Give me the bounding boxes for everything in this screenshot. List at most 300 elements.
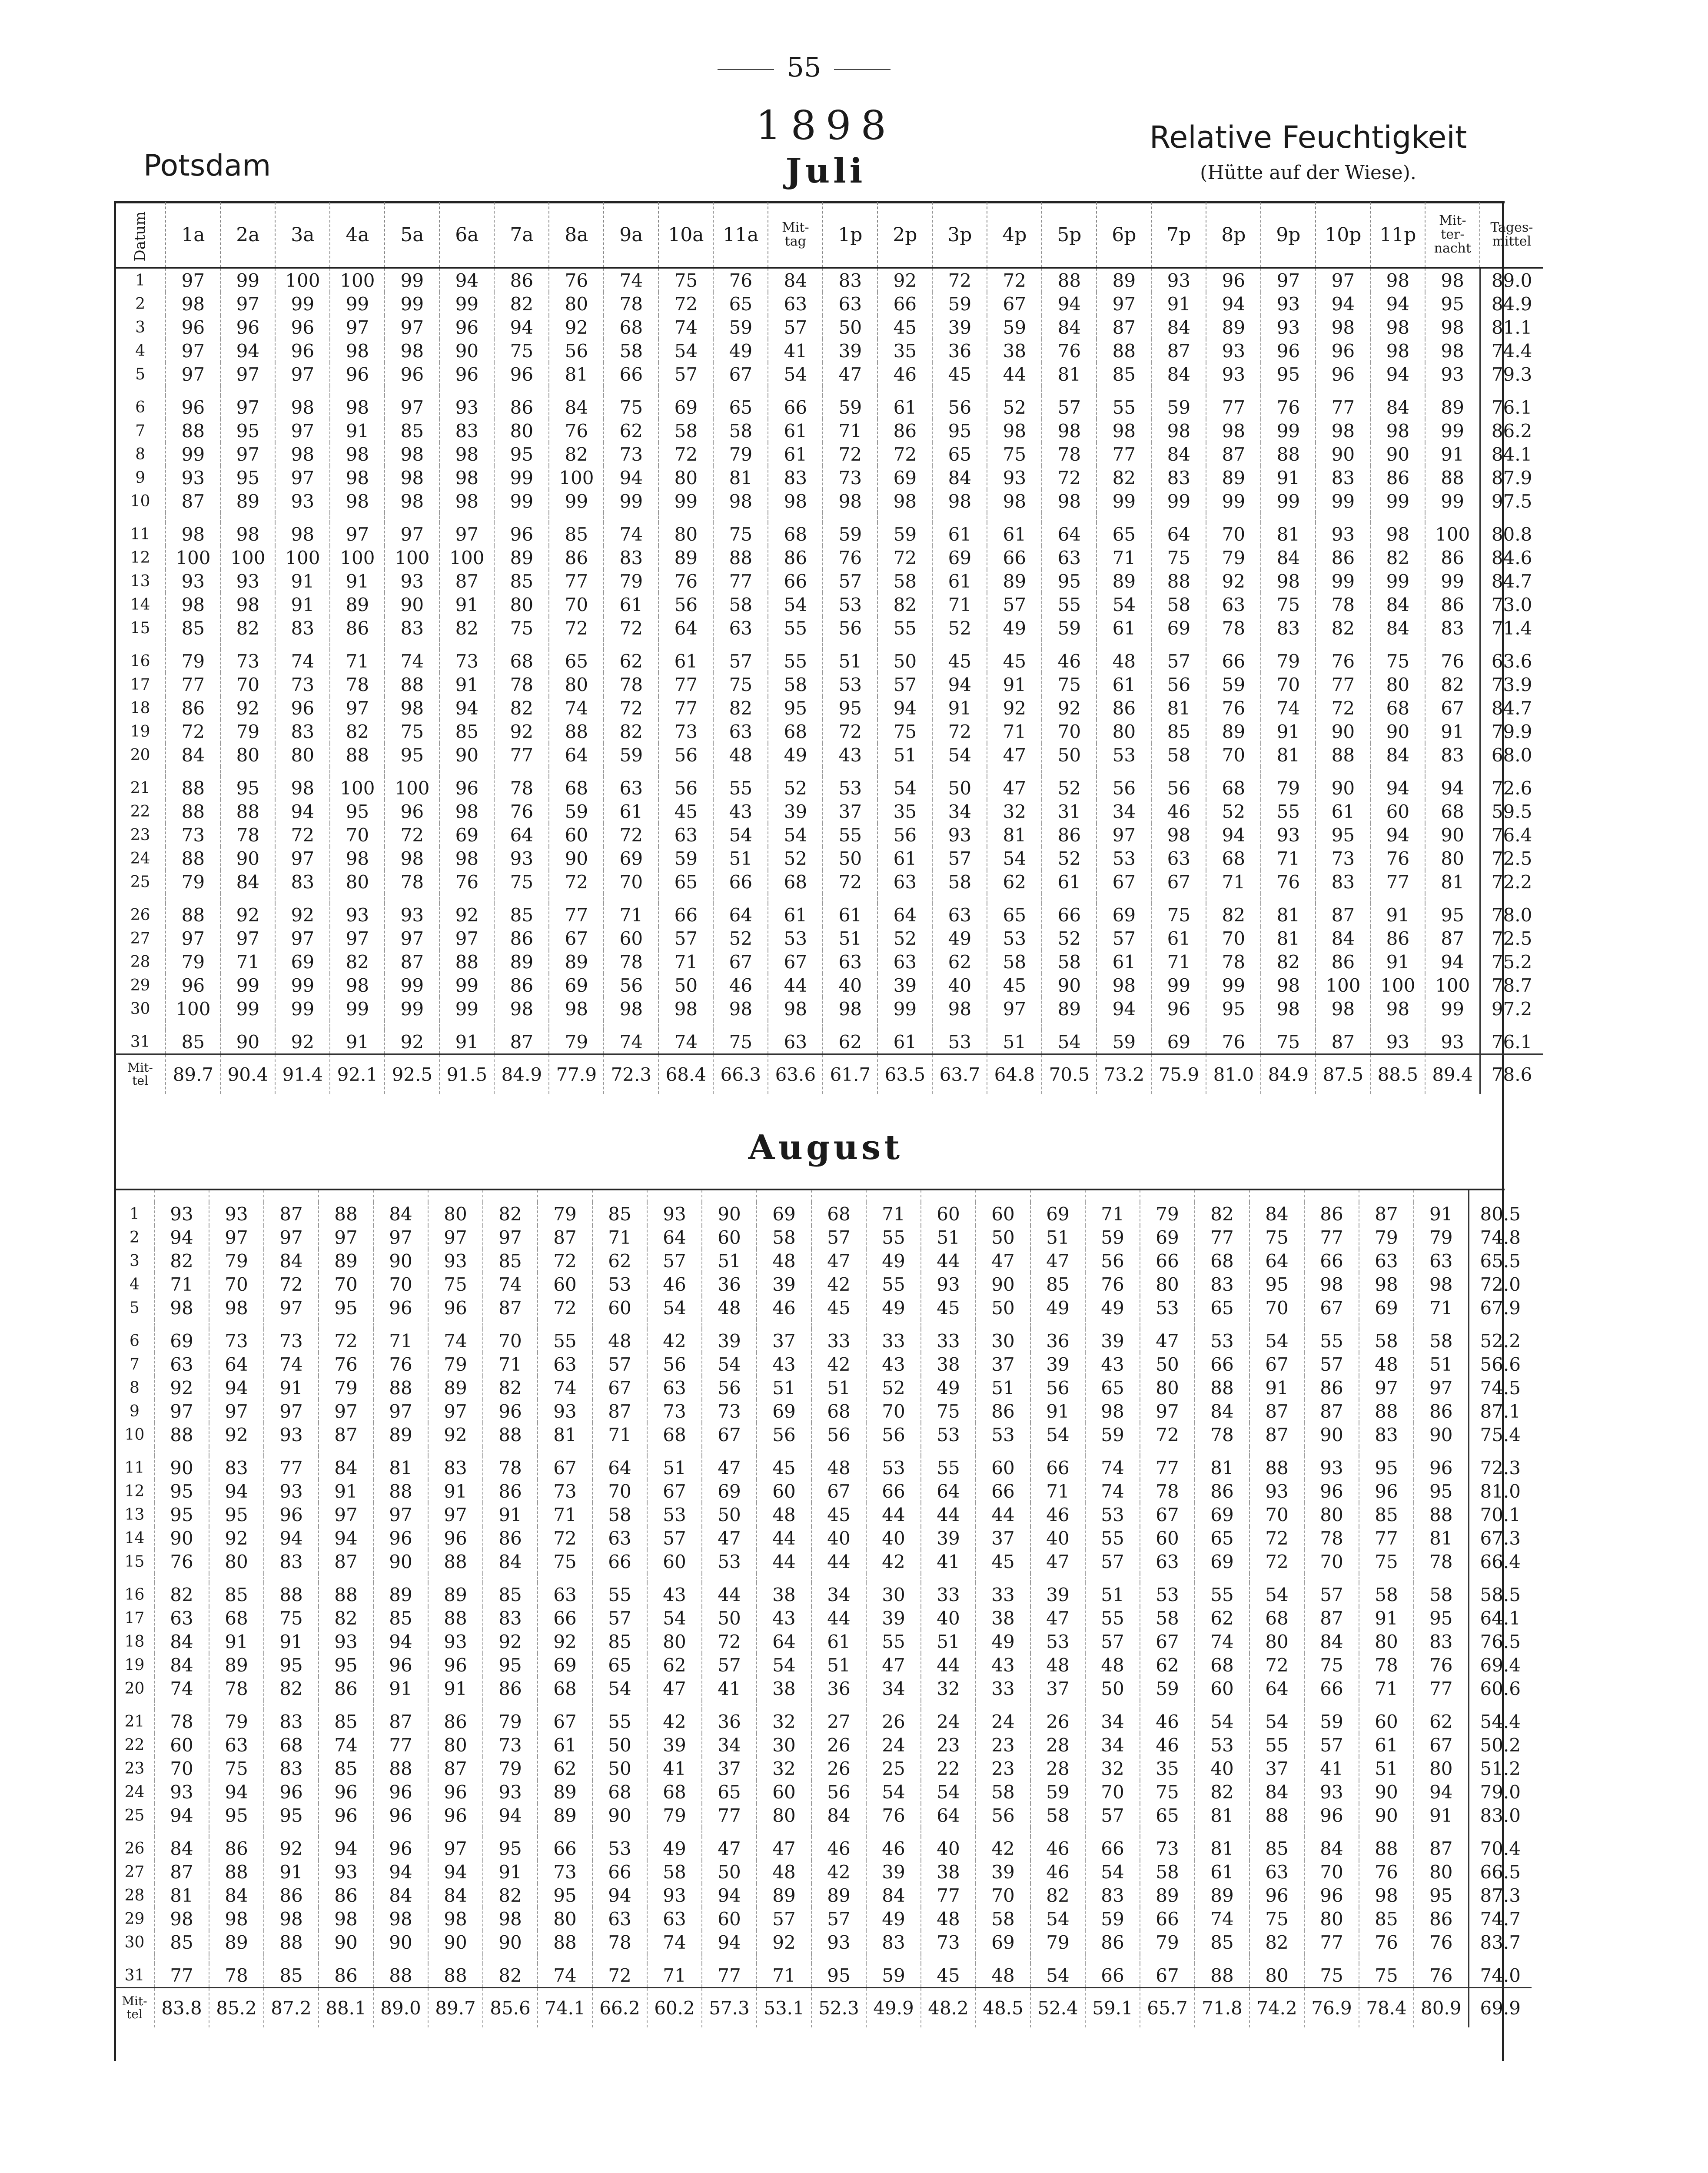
value-cell: 71: [1085, 1202, 1140, 1226]
value-cell: 94: [1414, 1780, 1469, 1804]
value-cell: 84: [154, 1837, 209, 1860]
value-cell: 88: [264, 1583, 319, 1606]
value-cell: 98: [439, 847, 494, 870]
gap-cell: [1261, 386, 1316, 395]
value-cell: 62: [647, 1653, 702, 1677]
value-cell: 81: [1261, 903, 1316, 927]
daily-mean-cell: 54.4: [1469, 1710, 1532, 1733]
value-cell: 97: [209, 1399, 264, 1423]
value-cell: 44: [921, 1503, 976, 1526]
value-cell: 63: [1140, 1550, 1195, 1573]
value-cell: 88: [373, 1479, 428, 1503]
value-cell: 39: [757, 1273, 811, 1296]
value-cell: 34: [1097, 800, 1151, 823]
value-cell: 77: [921, 1884, 976, 1907]
value-cell: 91: [1359, 1606, 1414, 1630]
value-cell: 97: [385, 522, 439, 546]
gap-cell: [1249, 1827, 1304, 1837]
mean-cell: 77.9: [549, 1054, 604, 1094]
gap-cell: [483, 1319, 538, 1329]
value-cell: 83: [1316, 870, 1370, 894]
value-cell: 85: [154, 1930, 209, 1954]
value-cell: 90: [428, 1930, 483, 1954]
value-cell: 76: [439, 870, 494, 894]
value-cell: 33: [921, 1329, 976, 1352]
value-cell: 100: [549, 466, 604, 489]
value-cell: 85: [385, 419, 439, 442]
gap-cell: [330, 894, 385, 903]
table-row: [115, 1423, 1532, 1446]
value-cell: 87: [1304, 1606, 1359, 1630]
gap-cell: [866, 1700, 921, 1710]
value-cell: 77: [1316, 395, 1370, 419]
value-cell: 84: [1042, 316, 1097, 339]
spacer-cell: [264, 1190, 319, 1202]
value-cell: 32: [921, 1677, 976, 1700]
value-cell: 98: [330, 442, 385, 466]
value-cell: 76: [1261, 870, 1316, 894]
value-cell: 83: [209, 1456, 264, 1479]
gap-cell: [1359, 1319, 1414, 1329]
table-row: [115, 950, 1543, 974]
value-cell: 90: [373, 1249, 428, 1273]
value-cell: 96: [428, 1804, 483, 1827]
value-cell: 55: [768, 649, 823, 673]
spacer-cell: [1249, 1190, 1304, 1202]
value-cell: 94: [702, 1930, 757, 1954]
value-cell: 76: [549, 268, 604, 292]
value-cell: 86: [1414, 1907, 1469, 1930]
gap-cell: [1304, 1954, 1359, 1964]
value-cell: 67: [1140, 1630, 1195, 1653]
value-cell: 97: [209, 1226, 264, 1249]
value-cell: 90: [1370, 442, 1425, 466]
gap-cell: [1414, 1954, 1469, 1964]
value-cell: 88: [166, 800, 220, 823]
daily-mean-cell: 65.5: [1469, 1249, 1532, 1273]
value-cell: 44: [768, 974, 823, 997]
day-number: 22: [124, 1736, 145, 1754]
gap-cell: [877, 640, 932, 649]
value-cell: 100: [166, 546, 220, 569]
gap-cell: [494, 767, 549, 776]
gap-cell: [1206, 1020, 1261, 1030]
value-cell: 65: [549, 649, 604, 673]
value-cell: 77: [154, 1964, 209, 1988]
gap-cell: [768, 386, 823, 395]
value-cell: 53: [987, 927, 1042, 950]
daily-mean-cell: 79.9: [1480, 720, 1543, 743]
value-cell: 75: [494, 870, 549, 894]
value-cell: 93: [385, 903, 439, 927]
value-cell: 84: [1151, 362, 1206, 386]
gap-cell: [115, 1020, 166, 1030]
value-cell: 95: [209, 1804, 264, 1827]
value-cell: 52: [768, 776, 823, 800]
value-cell: 98: [1097, 419, 1151, 442]
value-cell: 98: [439, 800, 494, 823]
mean-cell: 88.5: [1370, 1054, 1425, 1094]
table-row: [115, 1930, 1532, 1954]
value-cell: 95: [483, 1653, 538, 1677]
value-cell: 46: [757, 1296, 811, 1319]
value-cell: 77: [166, 673, 220, 696]
value-cell: 100: [330, 546, 385, 569]
value-cell: 49: [1085, 1296, 1140, 1319]
value-cell: 54: [647, 1606, 702, 1630]
gap-cell: [647, 1319, 702, 1329]
value-cell: 52: [1206, 800, 1261, 823]
value-cell: 68: [1206, 847, 1261, 870]
value-cell: 81: [1261, 743, 1316, 767]
spacer-cell: [373, 1190, 428, 1202]
spacer-cell: [115, 1190, 154, 1202]
gap-cell: [1085, 1700, 1140, 1710]
value-cell: 69: [549, 974, 604, 997]
value-cell: 44: [921, 1249, 976, 1273]
value-cell: 93: [811, 1930, 866, 1954]
daily-mean-cell: 75.4: [1469, 1423, 1532, 1446]
gap-cell: [1370, 1020, 1425, 1030]
value-cell: 39: [702, 1329, 757, 1352]
value-cell: 93: [987, 466, 1042, 489]
daily-mean-cell: 87.3: [1469, 1884, 1532, 1907]
value-cell: 98: [330, 974, 385, 997]
value-cell: 63: [877, 950, 932, 974]
value-cell: 61: [987, 522, 1042, 546]
column-header-hour-label: 6p: [1112, 223, 1136, 246]
gap-cell: [1370, 640, 1425, 649]
column-header-hour: [1097, 202, 1151, 268]
value-cell: 72: [1042, 466, 1097, 489]
value-cell: 69: [757, 1202, 811, 1226]
value-cell: 98: [549, 997, 604, 1020]
value-cell: 32: [987, 800, 1042, 823]
value-cell: 70: [1249, 1503, 1304, 1526]
value-cell: 48: [1030, 1653, 1085, 1677]
gap-cell: [373, 1827, 428, 1837]
value-cell: 95: [932, 419, 987, 442]
column-header-hour: [1042, 202, 1097, 268]
value-cell: 70: [549, 593, 604, 616]
mean-cell: 66.3: [713, 1054, 768, 1094]
value-cell: 72: [166, 720, 220, 743]
value-cell: 46: [1030, 1837, 1085, 1860]
value-cell: 36: [811, 1677, 866, 1700]
value-cell: 88: [209, 1860, 264, 1884]
value-cell: 62: [1414, 1710, 1469, 1733]
value-cell: 87: [154, 1860, 209, 1884]
value-cell: 46: [647, 1273, 702, 1296]
value-cell: 59: [987, 316, 1042, 339]
value-cell: 63: [823, 950, 877, 974]
header-row: [115, 202, 1543, 268]
value-cell: 64: [921, 1804, 976, 1827]
page-number: 55: [695, 51, 913, 83]
gap-cell: [549, 1020, 604, 1030]
mean-cell: 84.9: [494, 1054, 549, 1094]
column-header-hour: [877, 202, 932, 268]
value-cell: 89: [494, 546, 549, 569]
value-cell: 92: [209, 1526, 264, 1550]
value-cell: 55: [1261, 800, 1316, 823]
column-header-hour-label: 9a: [619, 223, 643, 246]
table-row: [115, 1677, 1532, 1700]
gap-cell: [483, 1573, 538, 1583]
value-cell: 71: [1151, 950, 1206, 974]
day-number: 30: [130, 1000, 150, 1018]
value-cell: 54: [1249, 1329, 1304, 1352]
value-cell: 94: [264, 1526, 319, 1550]
value-cell: 98: [1370, 522, 1425, 546]
day-number: 5: [130, 1299, 140, 1317]
value-cell: 81: [1195, 1456, 1249, 1479]
column-header-hour-label: 2p: [893, 223, 917, 246]
value-cell: 76: [1085, 1273, 1140, 1296]
value-cell: 98: [275, 442, 330, 466]
value-cell: 98: [823, 997, 877, 1020]
gap-cell: [166, 767, 220, 776]
group-gap: [115, 1827, 1532, 1837]
value-cell: 79: [428, 1352, 483, 1376]
table-row: [115, 1583, 1532, 1606]
day-number: 9: [135, 468, 146, 487]
value-cell: 64: [1249, 1249, 1304, 1273]
value-cell: 71: [220, 950, 275, 974]
gap-cell: [1097, 767, 1151, 776]
value-cell: 69: [1151, 616, 1206, 640]
gap-cell: [1140, 1319, 1195, 1329]
value-cell: 72: [549, 616, 604, 640]
gap-cell: [647, 1573, 702, 1583]
value-cell: 97: [428, 1837, 483, 1860]
value-cell: 94: [1425, 950, 1480, 974]
value-cell: 79: [209, 1710, 264, 1733]
value-cell: 99: [1151, 974, 1206, 997]
gap-cell: [932, 1020, 987, 1030]
value-cell: 45: [932, 362, 987, 386]
value-cell: 99: [275, 974, 330, 997]
mean-cell: 63.7: [932, 1054, 987, 1094]
column-header-hour: [166, 202, 220, 268]
value-cell: 37: [702, 1757, 757, 1780]
value-cell: 89: [428, 1376, 483, 1399]
value-cell: 99: [385, 997, 439, 1020]
value-cell: 88: [483, 1423, 538, 1446]
value-cell: 89: [1206, 720, 1261, 743]
value-cell: 100: [1425, 522, 1480, 546]
value-cell: 39: [823, 339, 877, 362]
value-cell: 99: [1425, 489, 1480, 513]
group-gap: [115, 1446, 1532, 1456]
value-cell: 66: [538, 1606, 592, 1630]
value-cell: 57: [811, 1226, 866, 1249]
value-cell: 94: [154, 1226, 209, 1249]
value-cell: 82: [154, 1583, 209, 1606]
value-cell: 71: [658, 950, 713, 974]
value-cell: 66: [592, 1860, 647, 1884]
value-cell: 63: [1206, 593, 1261, 616]
value-cell: 97: [373, 1226, 428, 1249]
group-gap: [115, 640, 1543, 649]
value-cell: 99: [330, 292, 385, 316]
value-cell: 77: [658, 673, 713, 696]
value-cell: 75: [713, 1030, 768, 1054]
value-cell: 83: [275, 720, 330, 743]
value-cell: 44: [757, 1550, 811, 1573]
value-cell: 35: [1140, 1757, 1195, 1780]
value-cell: 52: [877, 927, 932, 950]
value-cell: 94: [154, 1804, 209, 1827]
value-cell: 97: [1097, 292, 1151, 316]
value-cell: 39: [976, 1860, 1030, 1884]
gap-cell: [1425, 386, 1480, 395]
day-number: 9: [130, 1402, 140, 1420]
spacer-cell: [976, 1190, 1030, 1202]
value-cell: 71: [373, 1329, 428, 1352]
value-cell: 28: [1030, 1733, 1085, 1757]
table-row: [115, 1860, 1532, 1884]
value-cell: 88: [264, 1930, 319, 1954]
value-cell: 99: [1425, 569, 1480, 593]
value-cell: 85: [319, 1710, 373, 1733]
value-cell: 72: [604, 823, 658, 847]
value-cell: 56: [811, 1780, 866, 1804]
value-cell: 53: [866, 1456, 921, 1479]
value-cell: 96: [264, 1780, 319, 1804]
day-number: 11: [130, 525, 150, 543]
gap-cell: [823, 1020, 877, 1030]
table-row: [115, 823, 1543, 847]
value-cell: 74: [538, 1376, 592, 1399]
value-cell: 54: [592, 1677, 647, 1700]
value-cell: 49: [647, 1837, 702, 1860]
value-cell: 87: [592, 1399, 647, 1423]
monthly-mean-cell: 69.9: [1469, 1988, 1532, 2028]
daily-mean-cell: 52.2: [1469, 1329, 1532, 1352]
value-cell: 83: [264, 1710, 319, 1733]
group-gap: [115, 1319, 1532, 1329]
daily-mean-cell: 74.5: [1469, 1376, 1532, 1399]
value-cell: 69: [604, 847, 658, 870]
value-cell: 50: [877, 649, 932, 673]
value-cell: 94: [1042, 292, 1097, 316]
value-cell: 96: [1304, 1884, 1359, 1907]
value-cell: 83: [1414, 1630, 1469, 1653]
value-cell: 98: [439, 466, 494, 489]
value-cell: 100: [275, 268, 330, 292]
table-row: [115, 339, 1543, 362]
value-cell: 98: [439, 489, 494, 513]
value-cell: 95: [1425, 292, 1480, 316]
value-cell: 71: [1261, 847, 1316, 870]
value-cell: 84: [811, 1804, 866, 1827]
value-cell: 23: [921, 1733, 976, 1757]
gap-cell: [866, 1827, 921, 1837]
value-cell: 87: [166, 489, 220, 513]
value-cell: 56: [757, 1423, 811, 1446]
value-cell: 56: [658, 776, 713, 800]
value-cell: 91: [275, 593, 330, 616]
value-cell: 82: [1195, 1780, 1249, 1804]
daily-mean-cell: 86.2: [1480, 419, 1543, 442]
value-cell: 47: [866, 1653, 921, 1677]
value-cell: 48: [921, 1907, 976, 1930]
value-cell: 41: [702, 1677, 757, 1700]
gap-cell: [592, 1573, 647, 1583]
day-number: 13: [124, 1505, 145, 1524]
value-cell: 91: [1414, 1804, 1469, 1827]
spacer-cell: [154, 1190, 209, 1202]
value-cell: 23: [976, 1757, 1030, 1780]
value-cell: 60: [604, 927, 658, 950]
value-cell: 78: [1316, 593, 1370, 616]
value-cell: 81: [373, 1456, 428, 1479]
mean-cell: 75.9: [1151, 1054, 1206, 1094]
value-cell: 84: [866, 1884, 921, 1907]
value-cell: 95: [1042, 569, 1097, 593]
value-cell: 77: [1097, 442, 1151, 466]
gap-cell: [1042, 894, 1097, 903]
gap-cell: [439, 513, 494, 522]
value-cell: 98: [483, 1907, 538, 1930]
value-cell: 51: [811, 1376, 866, 1399]
value-cell: 66: [1304, 1249, 1359, 1273]
value-cell: 47: [823, 362, 877, 386]
value-cell: 90: [592, 1804, 647, 1827]
value-cell: 58: [604, 339, 658, 362]
gap-cell: [932, 386, 987, 395]
value-cell: 80: [1097, 720, 1151, 743]
value-cell: 86: [330, 616, 385, 640]
value-cell: 31: [1042, 800, 1097, 823]
value-cell: 98: [275, 522, 330, 546]
value-cell: 62: [1140, 1653, 1195, 1677]
value-cell: 87: [1425, 927, 1480, 950]
value-cell: 80: [1359, 1630, 1414, 1653]
value-cell: 88: [330, 743, 385, 767]
value-cell: 97: [275, 847, 330, 870]
value-cell: 65: [658, 870, 713, 894]
gap-cell: [483, 1700, 538, 1710]
value-cell: 98: [1316, 997, 1370, 1020]
daily-mean-cell: 79.3: [1480, 362, 1543, 386]
value-cell: 72: [1316, 696, 1370, 720]
value-cell: 55: [592, 1710, 647, 1733]
gap-cell: [1261, 767, 1316, 776]
daily-mean-cell: 50.2: [1469, 1733, 1532, 1757]
value-cell: 65: [1085, 1376, 1140, 1399]
column-header-hour: [713, 202, 768, 268]
group-gap: [115, 1700, 1532, 1710]
value-cell: 72: [1249, 1550, 1304, 1573]
value-cell: 37: [1249, 1757, 1304, 1780]
gap-cell: [220, 513, 275, 522]
value-cell: 97: [264, 1296, 319, 1319]
gap-cell: [385, 767, 439, 776]
value-cell: 80: [220, 743, 275, 767]
value-cell: 93: [319, 1630, 373, 1653]
column-header-hour: [385, 202, 439, 268]
value-cell: 93: [154, 1780, 209, 1804]
value-cell: 91: [439, 673, 494, 696]
table-row: [115, 1030, 1543, 1054]
value-cell: 67: [549, 927, 604, 950]
value-cell: 95: [319, 1296, 373, 1319]
value-cell: 81: [1414, 1526, 1469, 1550]
daily-mean-cell: 66.5: [1469, 1860, 1532, 1884]
gap-cell: [494, 894, 549, 903]
